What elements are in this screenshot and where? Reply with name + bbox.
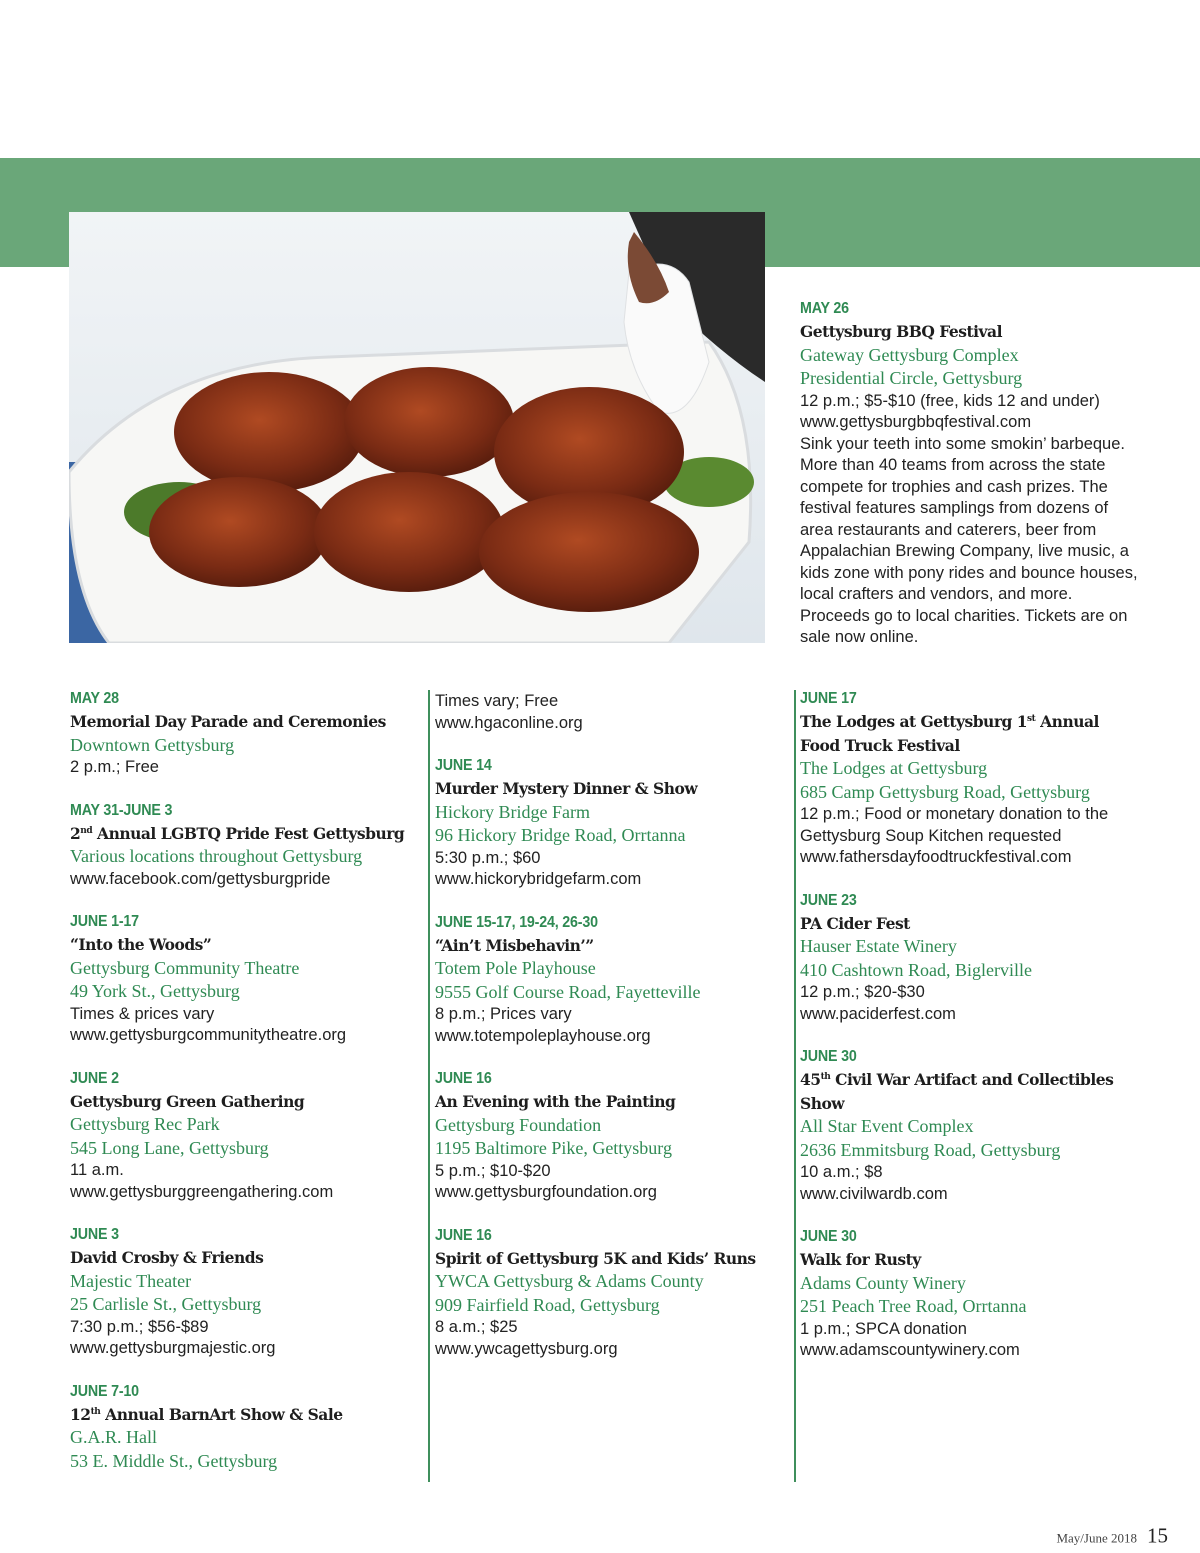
event-title: David Crosby & Friends — [70, 1248, 264, 1267]
event-title — [70, 1403, 410, 1427]
event-title: PA Cider Fest — [800, 913, 910, 933]
event-entry — [435, 1225, 775, 1361]
title-text: Civil War Artifact and Collectibles Show — [800, 1070, 1114, 1113]
event-date: MAY 28 — [70, 690, 119, 707]
event-url[interactable]: www.gettysburgbbqfestival.com — [800, 413, 1032, 431]
event-url[interactable]: www.adamscountywinery.com — [800, 1341, 1020, 1359]
event-venue: Gettysburg Foundation — [435, 1114, 602, 1135]
event-address: 251 Peach Tree Road, Orrtanna — [800, 1296, 1027, 1316]
event-entry — [70, 1068, 410, 1204]
event-url[interactable]: www.hgaconline.org — [435, 713, 583, 732]
event-url[interactable]: www.totempoleplayhouse.org — [435, 1026, 651, 1045]
event-address: Presidential Circle, Gettysburg — [800, 368, 1023, 388]
event-date: JUNE 14 — [435, 757, 492, 774]
bbq-chicken-photo — [69, 212, 765, 643]
event-url[interactable]: www.facebook.com/gettysburgpride — [70, 869, 331, 888]
event-date: JUNE 30 — [800, 1048, 857, 1065]
event-venue: The Lodges at Gettysburg — [800, 758, 988, 778]
event-url[interactable]: www.gettysburgmajestic.org — [70, 1339, 276, 1357]
event-date: JUNE 23 — [800, 891, 857, 909]
event-entry — [70, 1224, 410, 1360]
event-info: Times vary; Free — [435, 692, 559, 710]
event-address: 25 Carlisle St., Gettysburg — [70, 1294, 262, 1314]
event-entry — [435, 912, 775, 1048]
event-venue: Adams County Winery — [800, 1272, 966, 1293]
event-url[interactable]: www.gettysburgfoundation.org — [435, 1183, 657, 1201]
event-date: JUNE 16 — [435, 1226, 492, 1244]
event-entry — [70, 911, 410, 1047]
event-url[interactable]: www.ywcagettysburg.org — [435, 1339, 618, 1358]
event-entry — [435, 1068, 775, 1204]
title-number: 45 — [800, 1070, 821, 1089]
event-venue: Gettysburg Rec Park — [70, 1114, 220, 1134]
event-url[interactable]: www.civilwardb.com — [800, 1184, 948, 1203]
events-column-3 — [800, 688, 1140, 1383]
event-info: 5 p.m.; $10-$20 — [435, 1161, 551, 1180]
event-venue: Hauser Estate Winery — [800, 936, 957, 956]
event-date: JUNE 16 — [435, 1070, 492, 1087]
event-entry — [800, 1226, 1140, 1362]
event-entry — [70, 688, 410, 779]
event-title: Gettysburg Green Gathering — [70, 1091, 305, 1111]
event-address: 410 Cashtown Road, Biglerville — [800, 959, 1032, 980]
event-entry — [435, 755, 775, 891]
event-url[interactable]: www.gettysburgcommunitytheatre.org — [70, 1026, 347, 1044]
page-footer — [1056, 1524, 1168, 1549]
event-info: 2 p.m.; Free — [70, 758, 159, 776]
events-column-1 — [70, 688, 410, 1494]
event-continuation — [435, 691, 775, 734]
issue-label: May/June 2018 — [1056, 1530, 1137, 1546]
event-info: 8 p.m.; Prices vary — [435, 1005, 572, 1023]
event-venue: G.A.R. Hall — [70, 1427, 157, 1447]
title-text: The Lodges at Gettysburg 1 — [800, 712, 1028, 731]
event-info: 8 a.m.; $25 — [435, 1318, 518, 1336]
event-info: 1 p.m.; SPCA donation — [800, 1319, 967, 1338]
event-url[interactable]: www.fathersdayfoodtruckfestival.com — [800, 848, 1072, 866]
featured-event — [800, 298, 1140, 649]
event-title: “Ain’t Misbehavin’” — [435, 935, 594, 955]
event-date: JUNE 17 — [800, 690, 857, 707]
event-title: Spirit of Gettysburg 5K and Kids’ Runs — [435, 1248, 756, 1268]
event-url[interactable]: www.paciderfest.com — [800, 1004, 956, 1023]
event-url[interactable]: www.gettysburggreengathering.com — [70, 1182, 334, 1201]
event-date: JUNE 2 — [70, 1069, 119, 1087]
event-entry — [800, 1046, 1140, 1205]
event-info: 7:30 p.m.; $56-$89 — [70, 1317, 209, 1336]
event-venue: Majestic Theater — [70, 1270, 192, 1291]
event-title: Memorial Day Parade and Ceremonies — [70, 712, 386, 731]
events-column-2 — [435, 688, 775, 1381]
title-text: Annual Food Truck Festival — [800, 712, 1099, 755]
page-number: 15 — [1147, 1523, 1168, 1548]
event-url[interactable]: www.hickorybridgefarm.com — [435, 870, 642, 888]
event-date: MAY 31-JUNE 3 — [70, 801, 173, 819]
event-address: 49 York St., Gettysburg — [70, 981, 240, 1001]
event-venue: Downtown Gettysburg — [70, 734, 235, 755]
title-number: 12 — [70, 1404, 91, 1424]
event-venue: Totem Pole Playhouse — [435, 958, 596, 978]
event-date: JUNE 3 — [70, 1226, 119, 1243]
event-venue: Various locations throughout Gettysburg — [70, 846, 363, 866]
event-title — [70, 822, 410, 846]
event-info: 12 p.m.; $20-$30 — [800, 983, 925, 1001]
event-title: An Evening with the Painting — [435, 1092, 676, 1111]
event-title — [800, 710, 1140, 757]
event-address: 1195 Baltimore Pike, Gettysburg — [435, 1138, 672, 1158]
event-info: 12 p.m.; $5-$10 (free, kids 12 and under) — [800, 391, 1100, 410]
title-number: 2 — [70, 823, 81, 843]
event-title: Murder Mystery Dinner & Show — [435, 779, 698, 798]
event-entry — [800, 688, 1140, 869]
event-venue: Gateway Gettysburg Complex — [800, 344, 1019, 365]
event-title — [800, 1068, 1140, 1115]
event-address: 2636 Emmitsburg Road, Gettysburg — [800, 1139, 1061, 1160]
bbq-chicken-illustration — [69, 212, 765, 643]
event-address: 96 Hickory Bridge Road, Orrtanna — [435, 825, 686, 845]
event-date: JUNE 30 — [800, 1228, 857, 1245]
event-venue: YWCA Gettysburg & Adams County — [435, 1271, 704, 1291]
event-address: 685 Camp Gettysburg Road, Gettysburg — [800, 781, 1090, 802]
event-address: 9555 Golf Course Road, Fayetteville — [435, 981, 701, 1002]
event-address: 545 Long Lane, Gettysburg — [70, 1137, 269, 1158]
event-info: 10 a.m.; $8 — [800, 1163, 883, 1181]
event-address: 53 E. Middle St., Gettysburg — [70, 1450, 278, 1471]
title-ordinal: th — [820, 1071, 831, 1082]
event-venue: Hickory Bridge Farm — [435, 801, 590, 822]
event-date: JUNE 15-17, 19-24, 26-30 — [435, 913, 598, 931]
event-entry — [800, 890, 1140, 1026]
event-info: 5:30 p.m.; $60 — [435, 848, 541, 867]
event-venue: Gettysburg Community Theatre — [70, 957, 300, 978]
title-ordinal: th — [90, 1406, 101, 1417]
event-date: JUNE 1-17 — [70, 913, 139, 930]
event-description: Sink your teeth into some smokin’ barbeque. More than 40 teams from across the state compete for trophies and cash prizes. The festival features samplings from dozens of area restaurants and caterers, beer from Appalachian Brewing Company, live music, a kids zone with pony rides and bounce houses, local crafters and vendors, and more. Proceeds go to local charities. Tickets are on sale now online. — [800, 434, 1138, 646]
event-info: 11 a.m. — [70, 1161, 124, 1179]
event-date: JUNE 7-10 — [70, 1382, 139, 1400]
event-title: “Into the Woods” — [70, 935, 212, 954]
event-entry — [70, 800, 410, 891]
event-title: Walk for Rusty — [800, 1250, 921, 1269]
column-divider — [794, 690, 796, 1482]
title-text: Annual BarnArt Show & Sale — [100, 1404, 343, 1424]
event-venue: All Star Event Complex — [800, 1116, 974, 1136]
title-text: Annual LGBTQ Pride Fest Gettysburg — [92, 823, 405, 843]
title-ordinal: st — [1027, 713, 1036, 724]
event-entry — [70, 1381, 410, 1474]
event-address: 909 Fairfield Road, Gettysburg — [435, 1294, 660, 1315]
title-ordinal: nd — [80, 825, 93, 836]
event-title: Gettysburg BBQ Festival — [800, 322, 1002, 341]
event-info: 12 p.m.; Food or monetary donation to the Gettysburg Soup Kitchen requested — [800, 805, 1109, 845]
event-date: MAY 26 — [800, 300, 849, 317]
column-divider — [428, 690, 430, 1482]
event-info: Times & prices vary — [70, 1004, 215, 1023]
